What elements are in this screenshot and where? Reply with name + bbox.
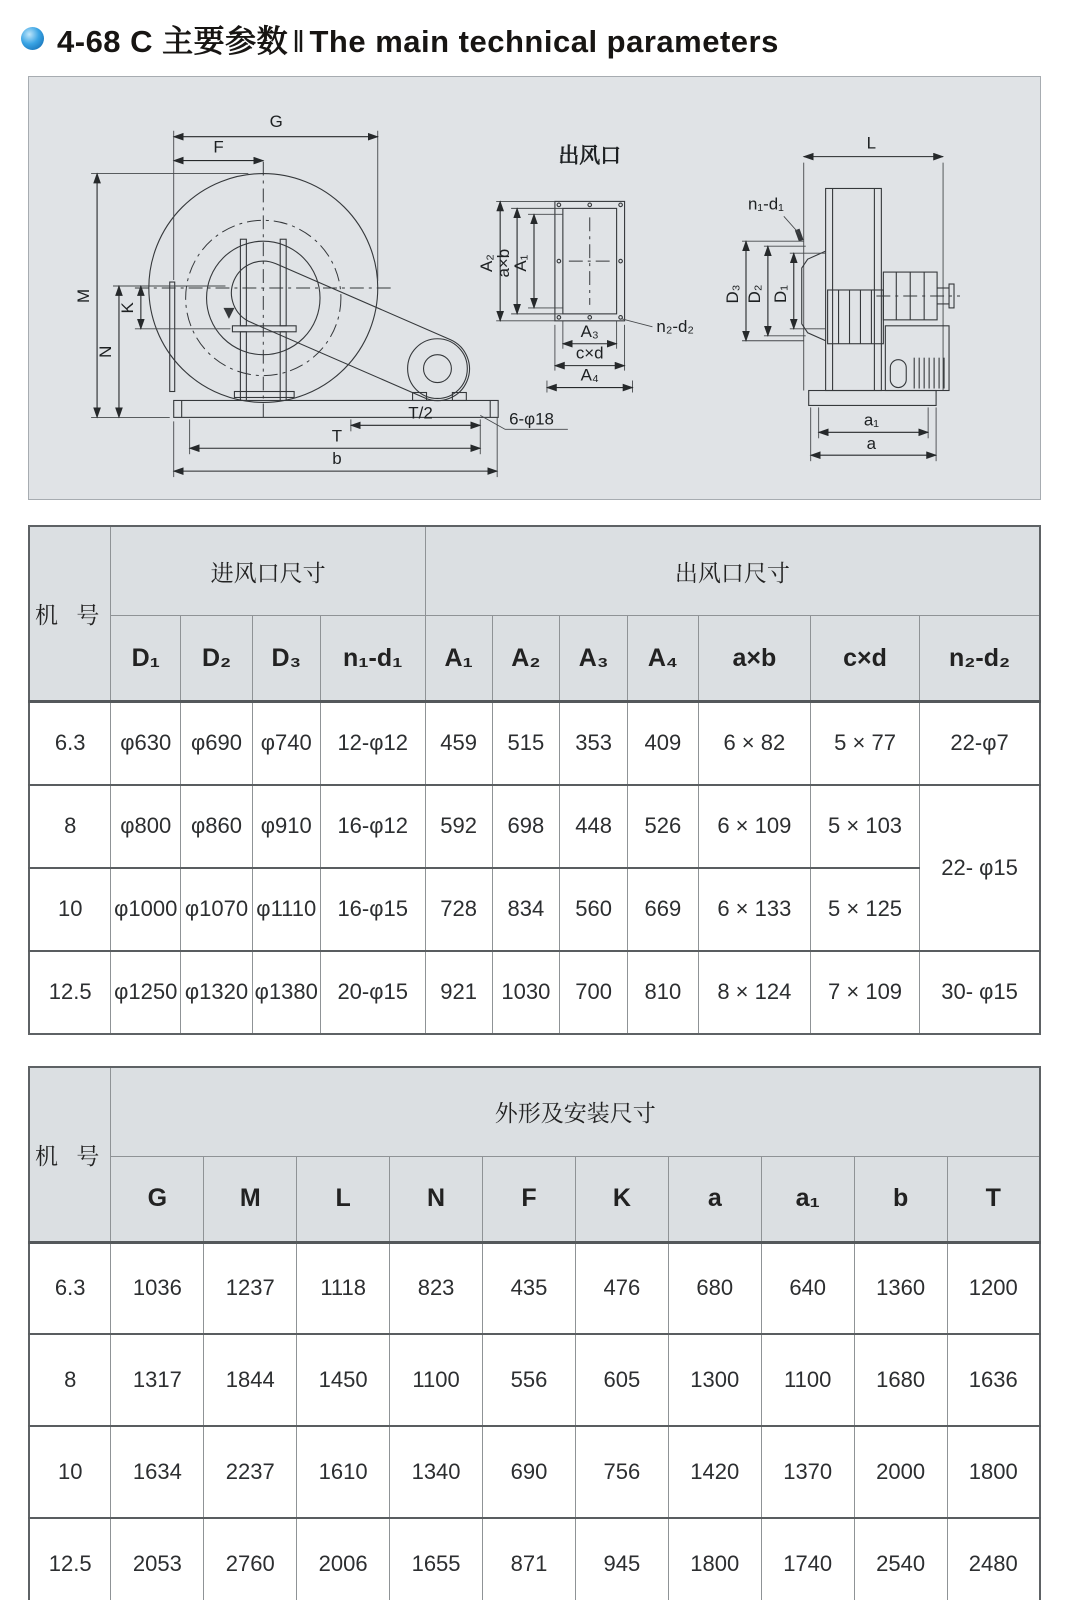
t1-r3-d3: φ1380 <box>252 951 320 1034</box>
t1-r0-axb: 6 × 82 <box>698 702 810 785</box>
t2-r0-no: 6.3 <box>29 1242 111 1334</box>
t2-r0-t: 1200 <box>947 1242 1040 1334</box>
dim-label-a: a <box>866 434 877 454</box>
outline-install-table <box>28 1066 1041 1600</box>
t1-col-d2: D₂ <box>181 616 253 702</box>
dim-label-g: G <box>269 111 283 131</box>
t2-r3-t: 2480 <box>947 1518 1040 1600</box>
t2-r0-k: 476 <box>575 1242 668 1334</box>
t1-r2-cxd: 5 × 125 <box>810 868 919 951</box>
t1-r1-d3: φ910 <box>252 785 320 868</box>
t2-r0-b: 1360 <box>854 1242 947 1334</box>
t1-inlet-group-header: 进风口尺寸 <box>111 526 425 616</box>
t1-r3-n2d2: 30- φ15 <box>920 951 1040 1034</box>
dim-label-a3: A₃ <box>580 321 599 341</box>
bullet-icon <box>21 27 44 50</box>
dim-label-f: F <box>213 137 224 157</box>
t2-r0-a1: 640 <box>761 1242 854 1334</box>
t1-r2-no: 10 <box>29 868 111 951</box>
impeller <box>828 290 884 344</box>
t2-r3-n: 1655 <box>390 1518 483 1600</box>
t1-col-n2d2: n₂-d₂ <box>920 616 1040 702</box>
t2-r2-f: 690 <box>483 1426 576 1518</box>
t2-group-header: 外形及安装尺寸 <box>111 1067 1040 1157</box>
front-view <box>74 112 568 477</box>
inlet-outlet-table <box>28 525 1041 1035</box>
t1-r3-a2: 1030 <box>492 951 560 1034</box>
dim-label-t-half: T/2 <box>408 403 433 423</box>
t2-r3-b: 2540 <box>854 1518 947 1600</box>
pulley-outer-circle <box>408 339 468 399</box>
t2-col-t: T <box>947 1156 1040 1242</box>
fan-dimension-drawing <box>29 77 1040 499</box>
t2-col-a: a <box>668 1156 761 1242</box>
t2-r0-n: 823 <box>390 1242 483 1334</box>
t1-r2-d1: φ1000 <box>111 868 181 951</box>
t2-r2-no: 10 <box>29 1426 111 1518</box>
t2-r3-m: 2760 <box>204 1518 297 1600</box>
t1-r0-no: 6.3 <box>29 702 111 785</box>
t1-r0-cxd: 5 × 77 <box>810 702 919 785</box>
t2-r2-a1: 1370 <box>761 1426 854 1518</box>
t1-r1-n1d1: 16-φ12 <box>320 785 425 868</box>
t1-n2d2-merged: 22- φ15 <box>920 785 1040 951</box>
dim-label-d3: D₃ <box>723 284 743 304</box>
t2-r1-l: 1450 <box>297 1334 390 1426</box>
t1-r1-d1: φ800 <box>111 785 181 868</box>
t2-r2-k: 756 <box>575 1426 668 1518</box>
t2-col-m: M <box>204 1156 297 1242</box>
side-view-dimensions <box>723 194 936 461</box>
t2-r0-f: 435 <box>483 1242 576 1334</box>
t2-r1-f: 556 <box>483 1334 576 1426</box>
t1-r3-a1: 921 <box>425 951 492 1034</box>
t2-r1-a: 1300 <box>668 1334 761 1426</box>
t1-col-n1d1: n₁-d₁ <box>320 616 425 702</box>
title-divider: ‖ <box>292 23 306 59</box>
t2-r0-g: 1036 <box>111 1242 204 1334</box>
t1-r1-cxd: 5 × 103 <box>810 785 919 868</box>
t2-col-a1: a₁ <box>761 1156 854 1242</box>
page-title-en: The main technical parameters <box>309 23 779 59</box>
t2-r0-l: 1118 <box>297 1242 390 1334</box>
t1-r1-d2: φ860 <box>181 785 253 868</box>
t1-r2-a1: 728 <box>425 868 492 951</box>
outlet-view <box>477 145 694 393</box>
t1-col-a3: A₃ <box>560 616 628 702</box>
t2-r0-m: 1237 <box>204 1242 297 1334</box>
t2-corner-header: 机 号 <box>29 1067 111 1243</box>
t2-col-k: K <box>575 1156 668 1242</box>
t1-r3-axb: 8 × 124 <box>698 951 810 1034</box>
t1-row-8 <box>29 785 1040 868</box>
outlet-dimensions <box>477 201 694 392</box>
page-header <box>0 0 1069 63</box>
t2-r3-k: 945 <box>575 1518 668 1600</box>
dim-label-cxd: c×d <box>575 343 604 363</box>
dimension-drawing-panel <box>28 76 1041 500</box>
t1-r0-a3: 353 <box>560 702 628 785</box>
motor <box>885 326 949 391</box>
t1-col-axb: a×b <box>698 616 810 702</box>
t1-col-a4: A₄ <box>627 616 698 702</box>
t1-row-12-5 <box>29 951 1040 1034</box>
t2-r2-g: 1634 <box>111 1426 204 1518</box>
t2-r2-a: 1420 <box>668 1426 761 1518</box>
t1-r0-n2d2: 22-φ7 <box>920 702 1040 785</box>
t1-r3-a4: 810 <box>627 951 698 1034</box>
t1-r0-a4: 409 <box>627 702 698 785</box>
t1-r0-d3: φ740 <box>252 702 320 785</box>
t2-row-8 <box>29 1334 1040 1426</box>
t1-r0-d1: φ630 <box>111 702 181 785</box>
t1-r0-n1d1: 12-φ12 <box>320 702 425 785</box>
rotation-marker <box>223 308 234 319</box>
t1-r1-a3: 448 <box>560 785 628 868</box>
dim-label-a2: A₂ <box>477 254 497 273</box>
belt-guard <box>221 251 479 411</box>
t2-r0-a: 680 <box>668 1242 761 1334</box>
dim-label-m: M <box>74 288 94 304</box>
t2-r1-b: 1680 <box>854 1334 947 1426</box>
t1-r1-a2: 698 <box>492 785 560 868</box>
t1-r3-d2: φ1320 <box>181 951 253 1034</box>
page-title-zh: 4-68 C 主要参数 <box>57 23 289 59</box>
t1-r3-no: 12.5 <box>29 951 111 1034</box>
page-title <box>57 16 779 61</box>
side-view <box>723 134 960 462</box>
t1-r3-d1: φ1250 <box>111 951 181 1034</box>
t2-row-10 <box>29 1426 1040 1518</box>
t1-r1-a4: 526 <box>627 785 698 868</box>
t2-r3-no: 12.5 <box>29 1518 111 1600</box>
t1-col-d3: D₃ <box>252 616 320 702</box>
dim-label-l: L <box>866 133 877 153</box>
dim-label-d1: D₁ <box>770 285 790 303</box>
support-stand <box>223 239 296 400</box>
t1-r3-cxd: 7 × 109 <box>810 951 919 1034</box>
outlet-flange-edge <box>170 282 175 391</box>
dim-label-axb: a×b <box>494 248 514 278</box>
t2-col-b: b <box>854 1156 947 1242</box>
t1-r0-d2: φ690 <box>181 702 253 785</box>
dim-label-a1: a₁ <box>863 410 879 430</box>
t1-r3-a3: 700 <box>560 951 628 1034</box>
dim-label-n1d1: n₁-d₁ <box>747 194 784 214</box>
t2-r1-n: 1100 <box>390 1334 483 1426</box>
pulley-inner-circle <box>424 355 452 383</box>
dim-label-d2: D₂ <box>744 284 764 304</box>
inlet-cone <box>802 251 826 341</box>
t1-r1-axb: 6 × 109 <box>698 785 810 868</box>
dim-label-n2d2: n₂-d₂ <box>656 316 694 336</box>
t2-col-l: L <box>297 1156 390 1242</box>
t1-r1-no: 8 <box>29 785 111 868</box>
t1-col-d1: D₁ <box>111 616 181 702</box>
t1-row-10 <box>29 868 1040 951</box>
t2-r2-m: 2237 <box>204 1426 297 1518</box>
t1-r0-a1: 459 <box>425 702 492 785</box>
dim-label-a4: A₄ <box>580 365 599 385</box>
front-view-dimensions <box>74 112 568 477</box>
t2-r2-n: 1340 <box>390 1426 483 1518</box>
t2-row-12-5 <box>29 1518 1040 1600</box>
dim-label-b: b <box>332 449 342 469</box>
t1-row-6-3 <box>29 702 1040 785</box>
t2-r3-f: 871 <box>483 1518 576 1600</box>
t2-col-n: N <box>390 1156 483 1242</box>
dim-label-n: N <box>96 345 116 358</box>
t2-r2-t: 1800 <box>947 1426 1040 1518</box>
t2-r3-a: 1800 <box>668 1518 761 1600</box>
outlet-title: 出风口 <box>558 144 622 168</box>
t1-r2-axb: 6 × 133 <box>698 868 810 951</box>
t1-r2-a4: 669 <box>627 868 698 951</box>
t1-corner-header: 机 号 <box>29 526 111 702</box>
t2-r1-k: 605 <box>575 1334 668 1426</box>
t1-r2-a3: 560 <box>560 868 628 951</box>
t2-r3-g: 2053 <box>111 1518 204 1600</box>
t2-row-6-3 <box>29 1242 1040 1334</box>
t1-col-a2: A₂ <box>492 616 560 702</box>
t1-r2-a2: 834 <box>492 868 560 951</box>
t1-r3-n1d1: 20-φ15 <box>320 951 425 1034</box>
t2-r1-g: 1317 <box>111 1334 204 1426</box>
t2-r1-m: 1844 <box>204 1334 297 1426</box>
t2-r1-t: 1636 <box>947 1334 1040 1426</box>
t2-r2-b: 2000 <box>854 1426 947 1518</box>
t1-col-a1: A₁ <box>425 616 492 702</box>
dim-label-k: K <box>117 302 137 314</box>
dim-label-bolts: 6-φ18 <box>509 409 554 429</box>
t2-r1-a1: 1100 <box>761 1334 854 1426</box>
t1-r0-a2: 515 <box>492 702 560 785</box>
t2-col-f: F <box>483 1156 576 1242</box>
t1-outlet-group-header: 出风口尺寸 <box>425 526 1040 616</box>
t1-col-cxd: c×d <box>810 616 919 702</box>
t1-r2-d2: φ1070 <box>181 868 253 951</box>
t2-r2-l: 1610 <box>297 1426 390 1518</box>
t2-r3-l: 2006 <box>297 1518 390 1600</box>
dim-label-a1-out: A₁ <box>511 254 531 272</box>
t2-r1-no: 8 <box>29 1334 111 1426</box>
t1-r2-n1d1: 16-φ15 <box>320 868 425 951</box>
t1-r1-a1: 592 <box>425 785 492 868</box>
t2-r3-a1: 1740 <box>761 1518 854 1600</box>
dim-label-t: T <box>331 426 343 446</box>
side-base-plate <box>809 391 936 406</box>
base-plate <box>174 400 498 417</box>
t2-col-g: G <box>111 1156 204 1242</box>
t1-r2-d3: φ1110 <box>252 868 320 951</box>
